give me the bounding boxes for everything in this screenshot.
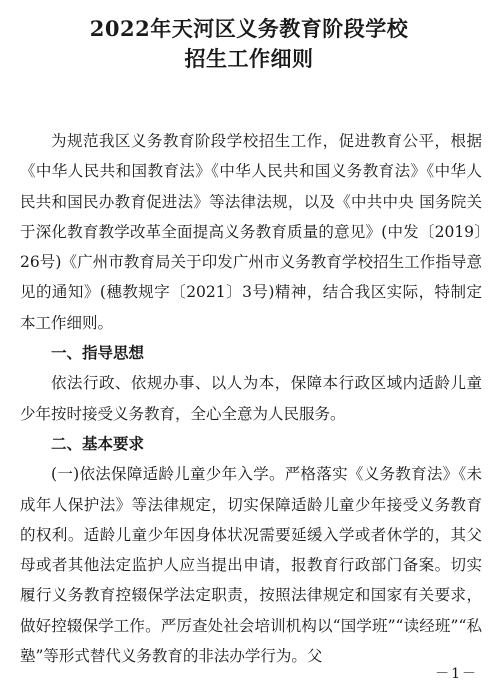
section1-paragraph: 依法行政、依规办事、以人为本，保障本行政区域内适龄儿童少年按时接受义务教育，全心全意为人民服务。 [20,374,482,423]
document-title-line2: 招生工作细则 [184,46,314,71]
section2-heading: 二、基本要求 [51,433,145,453]
section1-heading: 一、指导思想 [51,343,145,363]
page-number: －1－ [435,666,478,682]
intro-paragraph: 为规范我区义务教育阶段学校招生工作，促进教育公平，根据《中华人民共和国教育法》《中华人民共和国义务教育法》《中华人民共和国民办教育促进法》等法律法规，以及《中共中央 国务院关于深化教育教学改革全面提高义务教育质量的意见》(中发〔2019〕26号)《广州市教育局关于印发广州市义务教育学校招生工作指导意见的通知》(穗教规字〔2021〕3号)精神，结合我区实际，特制定本工作细则。 [20,132,482,332]
section2-paragraph: (一)依法保障适龄儿童少年入学。严格落实《义务教育法》《未成年人保护法》等法律规定，切实保障适龄儿童少年接受义务教育的权利。适龄儿童少年因身体状况需要延缓入学或者休学的，其父母或者其他法定监护人应当提出申请，报教育行政部门备案。切实履行义务教育控辍保学法定职责，按照法律规定和国家有关要求，做好控辍保学工作。严厉查处社会培训机构以“国学班”“读经班”“私塾”等形式替代义务教育的非法办学行为。父 [20,465,482,666]
document-title-line1: 2022年天河区义务教育阶段学校 [89,16,409,41]
document-body [20,126,482,671]
